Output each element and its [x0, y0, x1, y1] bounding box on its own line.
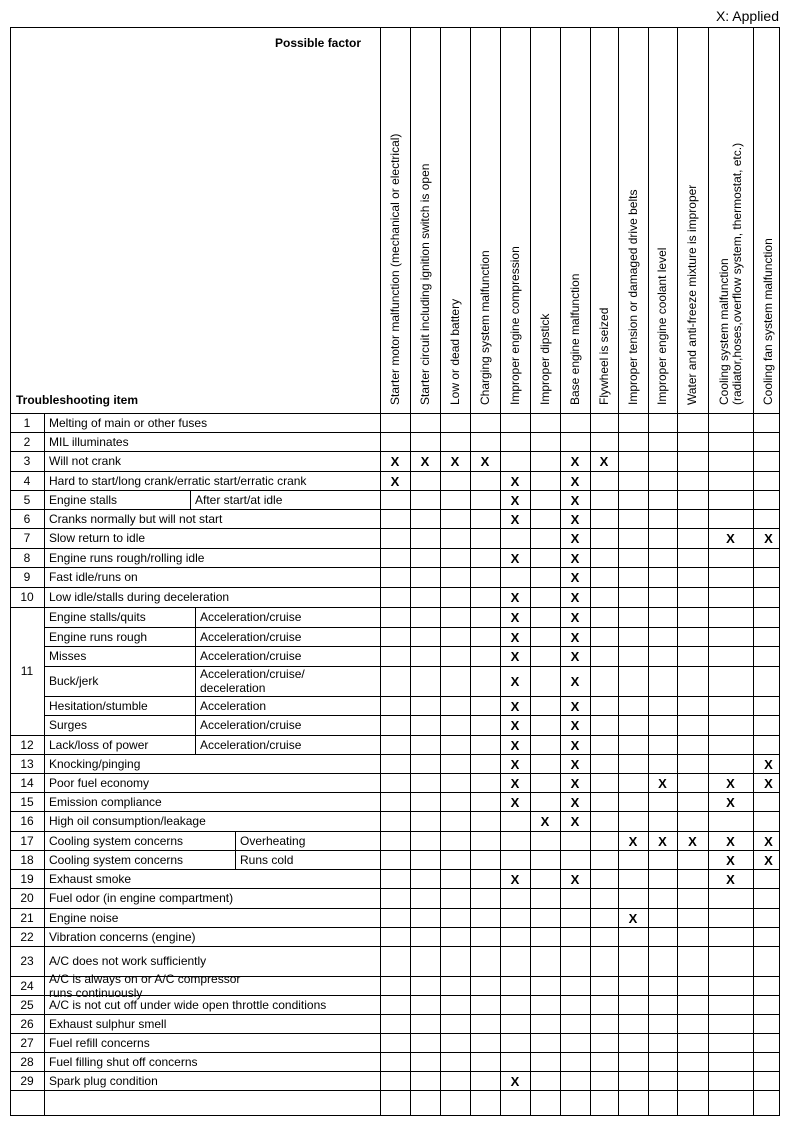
applied-mark: X [480, 454, 490, 469]
troubleshooting-item: Melting of main or other fuses [49, 415, 208, 430]
applied-mark: X [570, 629, 580, 645]
operating-condition: Acceleration/cruise [200, 737, 302, 752]
troubleshooting-item: Will not crank [49, 454, 122, 468]
applied-mark: X [570, 492, 580, 508]
grid-line [44, 646, 780, 647]
troubleshooting-item: Engine runs rough [49, 629, 148, 644]
applied-mark: X [688, 833, 697, 849]
grid-line [10, 587, 780, 588]
applied-mark: X [510, 718, 520, 733]
troubleshooting-item: Cooling system concerns [49, 852, 184, 867]
troubleshooting-item: Cranks normally but will not start [49, 511, 223, 526]
grid-line [44, 715, 780, 716]
grid-line [10, 754, 780, 755]
applied-mark: X [764, 531, 773, 546]
operating-condition: Overheating [240, 833, 306, 848]
row-number: 21 [20, 910, 34, 925]
applied-mark: X [764, 775, 773, 791]
row-number: 14 [20, 775, 34, 790]
troubleshooting-item: Fuel filling shut off concerns [49, 1054, 198, 1069]
grid-line [708, 27, 709, 1116]
grid-line [380, 27, 381, 1116]
applied-mark: X [570, 649, 580, 664]
factor-header: Starter motor malfunction (mechanical or electrical) [387, 133, 402, 405]
factor-header: Improper engine compression [507, 246, 522, 405]
grid-line [10, 509, 780, 510]
applied-mark: X [570, 718, 580, 733]
troubleshooting-table [10, 27, 780, 1116]
applied-mark: X [570, 454, 580, 469]
row-number: 17 [20, 833, 34, 848]
grid-line [10, 831, 780, 832]
troubleshooting-item: Exhaust smoke [49, 871, 132, 886]
grid-line [500, 27, 501, 1116]
applied-mark: X [726, 775, 735, 791]
applied-mark: X [510, 794, 520, 810]
grid-line [195, 646, 196, 666]
grid-line [10, 413, 780, 414]
grid-line [10, 888, 780, 889]
factor-header: Improper tension or damaged drive belts [625, 189, 640, 405]
grid-line [10, 908, 780, 909]
applied-mark: X [570, 531, 580, 546]
row-number: 4 [23, 473, 31, 488]
applied-mark: X [450, 454, 460, 469]
grid-line [590, 27, 591, 1116]
grid-line [44, 696, 780, 697]
applied-mark: X [510, 737, 520, 753]
applied-mark: X [510, 550, 520, 566]
row-number: 8 [23, 550, 31, 565]
row-number: 5 [23, 492, 31, 507]
grid-line [10, 528, 780, 529]
troubleshooting-item: Emission compliance [49, 794, 162, 809]
grid-line [10, 1071, 780, 1072]
troubleshooting-item: Cooling system concerns [49, 833, 184, 848]
row-number: 1 [23, 415, 31, 430]
applied-mark: X [628, 833, 638, 849]
possible-factor-heading: Possible factor [275, 36, 362, 50]
row-number: 19 [20, 871, 34, 886]
troubleshooting-item: Engine runs rough/rolling idle [49, 550, 205, 565]
factor-header: Charging system malfunction [477, 250, 492, 405]
grid-line [44, 627, 780, 628]
applied-mark: X [570, 590, 580, 605]
grid-line [10, 927, 780, 928]
troubleshooting-item: Engine stalls/quits [49, 610, 146, 624]
applied-mark: X [510, 871, 520, 887]
grid-line [10, 735, 780, 736]
applied-mark: X [570, 794, 580, 810]
grid-line [10, 548, 780, 549]
applied-mark: X [510, 698, 520, 714]
troubleshooting-item: A/C is always on or A/C compressor runs continuously [49, 971, 241, 1000]
grid-line [195, 696, 196, 715]
row-number: 9 [23, 570, 31, 584]
applied-mark: X [628, 910, 638, 926]
grid-line [753, 27, 754, 1116]
troubleshooting-item-heading: Troubleshooting item [16, 393, 138, 407]
factor-header: Cooling system malfunction [716, 258, 731, 405]
grid-line [10, 607, 780, 608]
operating-condition: Runs cold [240, 852, 294, 867]
grid-line [10, 1115, 780, 1116]
grid-line [440, 27, 441, 1116]
grid-line [10, 490, 780, 491]
operating-condition: Acceleration/cruise [200, 649, 302, 663]
grid-line [10, 773, 780, 774]
row-number: 10 [20, 590, 34, 604]
applied-mark: X [510, 756, 520, 772]
troubleshooting-item: Fuel odor (in engine compartment) [49, 891, 234, 905]
applied-mark: X [764, 756, 773, 772]
factor-header: Flywheel is seized [596, 307, 611, 405]
troubleshooting-item: Low idle/stalls during deceleration [49, 590, 230, 604]
grid-line [44, 413, 45, 1116]
grid-line [190, 490, 191, 509]
row-number: 12 [20, 737, 34, 752]
applied-mark: X [764, 833, 773, 849]
applied-mark: X [726, 871, 735, 887]
factor-header: Cooling fan system malfunction [761, 238, 775, 405]
troubleshooting-item: Lack/loss of power [49, 737, 149, 752]
applied-mark: X [570, 550, 580, 566]
factor-header: Low or dead battery [447, 298, 462, 405]
row-number: 23 [20, 954, 34, 968]
grid-line [195, 607, 196, 627]
applied-mark: X [390, 454, 400, 469]
operating-condition: Acceleration/cruise [200, 610, 302, 624]
grid-line [10, 946, 780, 947]
troubleshooting-item: A/C does not work sufficiently [49, 954, 207, 968]
row-number: 7 [23, 531, 31, 545]
grid-line [10, 792, 780, 793]
row-number: 20 [20, 891, 34, 905]
grid-line [10, 451, 780, 452]
legend-applied: X: Applied [715, 8, 779, 24]
row-number: 18 [20, 852, 34, 867]
troubleshooting-item: Vibration concerns (engine) [49, 929, 196, 944]
grid-line [10, 1052, 780, 1053]
grid-line [10, 432, 780, 433]
grid-line [195, 715, 196, 735]
operating-condition: Acceleration/cruise/ deceleration [200, 667, 305, 695]
operating-condition: Acceleration/cruise [200, 718, 302, 732]
applied-mark: X [510, 492, 520, 508]
troubleshooting-item: Engine noise [49, 910, 119, 925]
row-number: 11 [20, 664, 34, 678]
applied-mark: X [726, 833, 735, 849]
row-number: 27 [20, 1035, 34, 1050]
row-number: 2 [23, 434, 31, 449]
row-number: 6 [23, 511, 31, 526]
operating-condition: Acceleration [200, 698, 267, 713]
operating-condition: Acceleration/cruise [200, 629, 302, 644]
grid-line [10, 869, 780, 870]
applied-mark: X [570, 473, 580, 489]
grid-line [10, 1090, 780, 1091]
troubleshooting-item: MIL illuminates [49, 434, 129, 449]
applied-mark: X [510, 775, 520, 791]
grid-line [677, 27, 678, 1116]
applied-mark: X [510, 649, 520, 664]
row-number: 26 [20, 1016, 34, 1031]
grid-line [195, 666, 196, 696]
grid-line [235, 850, 236, 869]
troubleshooting-item: Knocking/pinging [49, 756, 141, 771]
factor-header: Water and anti-freeze mixture is improper [685, 184, 699, 405]
applied-mark: X [510, 1073, 520, 1089]
troubleshooting-item: Hard to start/long crank/erratic start/erratic crank [49, 473, 307, 488]
applied-mark: X [726, 852, 735, 868]
applied-mark: X [658, 775, 667, 791]
troubleshooting-item: Surges [49, 718, 88, 732]
troubleshooting-item: Hesitation/stumble [49, 698, 148, 713]
troubleshooting-item: Spark plug condition [49, 1073, 158, 1088]
grid-line [530, 27, 531, 1116]
grid-line [10, 850, 780, 851]
grid-line [44, 666, 780, 667]
grid-line [648, 27, 649, 1116]
grid-line [10, 27, 780, 28]
applied-mark: X [570, 674, 580, 689]
troubleshooting-item: Slow return to idle [49, 531, 146, 545]
factor-header: (radiator,hoses,overflow system, thermostat, etc.) [729, 142, 744, 405]
grid-line [10, 567, 780, 568]
applied-mark: X [570, 737, 580, 753]
grid-line [10, 811, 780, 812]
applied-mark: X [510, 511, 520, 527]
applied-mark: X [570, 756, 580, 772]
row-number: 25 [20, 997, 34, 1012]
applied-mark: X [570, 775, 580, 791]
applied-mark: X [510, 590, 520, 605]
grid-line [10, 471, 780, 472]
applied-mark: X [390, 473, 400, 489]
row-number: 3 [23, 454, 31, 468]
row-number: 22 [20, 929, 34, 944]
grid-line [235, 831, 236, 850]
factor-header: Base engine malfunction [567, 273, 582, 405]
applied-mark: X [764, 852, 773, 868]
applied-mark: X [510, 473, 520, 489]
factor-header: Improper engine coolant level [655, 247, 669, 405]
troubleshooting-item: A/C is not cut off under wide open throttle conditions [49, 997, 327, 1012]
grid-line [195, 735, 196, 754]
grid-line [195, 627, 196, 646]
grid-line [470, 27, 471, 1116]
applied-mark: X [570, 814, 580, 829]
applied-mark: X [420, 454, 430, 469]
grid-line [10, 1033, 780, 1034]
grid-line [779, 27, 780, 1116]
applied-mark: X [570, 698, 580, 714]
applied-mark: X [510, 674, 520, 689]
grid-line [618, 27, 619, 1116]
row-number: 24 [20, 978, 34, 993]
operating-condition: After start/at idle [195, 492, 283, 507]
troubleshooting-item: Misses [49, 649, 87, 663]
applied-mark: X [570, 610, 580, 625]
row-number: 15 [20, 794, 34, 809]
applied-mark: X [570, 511, 580, 527]
applied-mark: X [599, 454, 609, 469]
applied-mark: X [510, 610, 520, 625]
troubleshooting-item: Buck/jerk [49, 674, 99, 688]
applied-mark: X [570, 570, 580, 585]
factor-header: Improper dipstick [537, 313, 552, 405]
row-number: 16 [20, 814, 34, 828]
troubleshooting-item: Fast idle/runs on [49, 570, 138, 584]
applied-mark: X [540, 814, 550, 829]
troubleshooting-item: High oil consumption/leakage [49, 814, 206, 828]
applied-mark: X [726, 794, 735, 810]
grid-line [410, 27, 411, 1116]
troubleshooting-item: Engine stalls [49, 492, 118, 507]
troubleshooting-item: Exhaust sulphur smell [49, 1016, 167, 1031]
applied-mark: X [726, 531, 735, 546]
applied-mark: X [570, 871, 580, 887]
applied-mark: X [510, 629, 520, 645]
applied-mark: X [658, 833, 667, 849]
row-number: 28 [20, 1054, 34, 1069]
row-number: 13 [20, 756, 34, 771]
row-number: 29 [20, 1073, 34, 1088]
grid-line [10, 1014, 780, 1015]
troubleshooting-item: Fuel refill concerns [49, 1035, 150, 1050]
factor-header: Starter circuit including ignition switch is open [417, 163, 432, 405]
troubleshooting-item: Poor fuel economy [49, 775, 150, 790]
